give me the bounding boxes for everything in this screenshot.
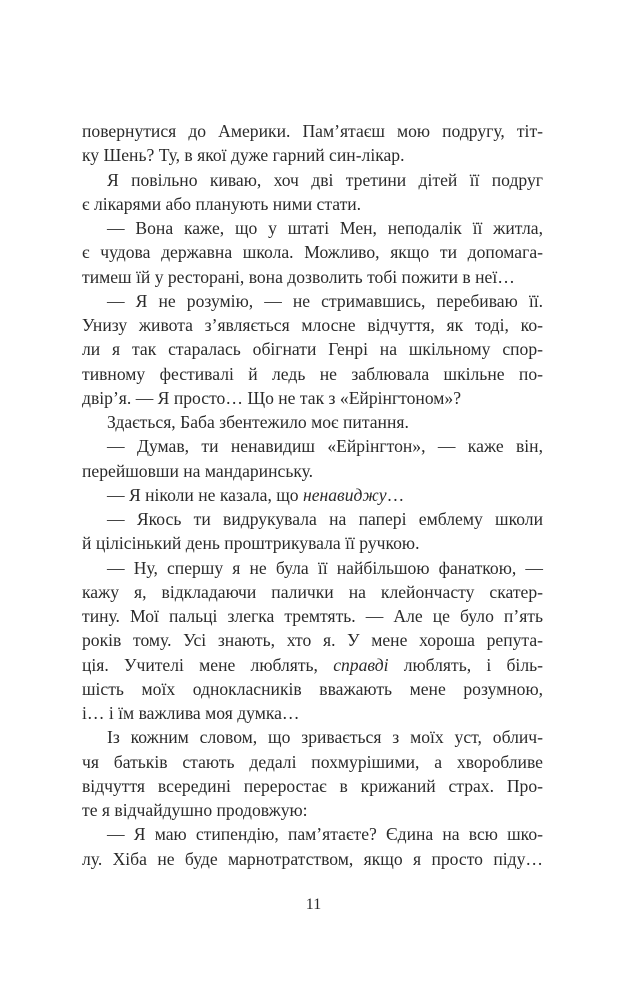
text-line [82, 556, 543, 580]
text-segment: кажу я, відкладаючи палички на клейончасту скатер- [82, 581, 543, 602]
text-segment: і… і їм важлива моя думка… [82, 703, 300, 723]
text-line [82, 628, 543, 652]
text-segment: Здається, Баба збентежило моє питання. [107, 412, 409, 432]
text-segment: — Думав, ти ненавидиш «Ейрінгтон», — каже він, [107, 436, 543, 457]
text-segment: — Я маю стипендію, пам’ятаєте? Єдина на всю шко- [107, 824, 543, 845]
text-line [82, 434, 543, 458]
text-line [82, 313, 543, 337]
text-line [82, 750, 543, 774]
text-line [82, 701, 543, 725]
text-line [82, 337, 543, 361]
text-segment: — Я ніколи не казала, що [107, 484, 303, 505]
text-segment: ку Шень? Ту, в якої дуже гарний син-лікар. [82, 145, 405, 166]
text-segment: тину. Мої пальці злегка тремтять. — Але це було п’ять [82, 606, 543, 626]
text-segment: Унизу живота з’являється млосне відчуття, як тоді, ко- [82, 315, 543, 335]
text-segment: й цілісінький день проштрикувала її ручкою. [82, 533, 420, 554]
text-line [82, 774, 543, 798]
text-segment: шість моїх однокласників вважають мене розумною, [82, 678, 543, 699]
text-line [82, 265, 543, 289]
text-segment: — Ну, спершу я не була її найбільшою фанаткою, — [107, 557, 543, 578]
text-segment: двір’я. — Я просто… Що не так з «Ейрінгтоном»? [82, 387, 462, 408]
text-segment: те я відчайдушно продовжую: [82, 800, 308, 820]
text-line [82, 677, 543, 701]
text-line [82, 143, 543, 167]
text-line [82, 362, 543, 386]
text-line [82, 386, 543, 410]
text-segment: ли я так старалась обігнати Генрі на шкільному спор- [82, 339, 543, 360]
text-line [82, 168, 543, 192]
text-segment: відчуття всередині переростає в крижаний страх. Про- [82, 775, 543, 796]
text-line [82, 822, 543, 846]
text-line [82, 580, 543, 604]
text-segment: Я повільно киваю, хоч дві третини дітей її подруг [107, 169, 543, 190]
text-segment: ція. Учителі мене люблять, [82, 654, 334, 675]
text-segment: тимеш їй у ресторані, вона дозволить тобі пожити в неї… [82, 266, 515, 287]
italic-emphasis: ненавиджу [303, 484, 387, 505]
text-line [82, 798, 543, 822]
text-line [82, 410, 543, 434]
text-segment: є чудова державна школа. Можливо, якщо ти допомага- [82, 242, 543, 263]
text-segment: тивному фестивалі й ледь не заблювала шкільне по- [82, 363, 543, 384]
text-segment: — Вона каже, що у штаті Мен, неподалік її житла, [107, 218, 543, 238]
text-segment: чя батьків стають дедалі похмурішими, а хворобливе [82, 751, 543, 772]
text-segment: люблять, і біль- [388, 654, 543, 675]
text-line [82, 216, 543, 240]
italic-emphasis: справді [333, 654, 389, 675]
text-line [82, 725, 543, 749]
text-line [82, 192, 543, 216]
text-segment: повернутися до Америки. Пам’ятаєш мою подругу, тіт- [82, 121, 543, 141]
text-line [82, 507, 543, 531]
page-number: 11 [305, 896, 322, 913]
text-segment: років тому. Усі знають, хто я. У мене хороша репута- [82, 630, 543, 651]
text-line [82, 289, 543, 313]
text-segment: — Я не розумію, — не стримавшись, перебиваю її. [107, 290, 543, 311]
text-segment: лу. Хіба не буде марнотратством, якщо я просто піду… [82, 848, 543, 869]
text-line [82, 847, 543, 871]
text-line [82, 483, 543, 507]
text-segment: … [386, 484, 405, 505]
text-line [82, 240, 543, 264]
text-line [82, 604, 543, 628]
text-segment: — Якось ти видрукувала на папері емблему школи [107, 509, 543, 529]
text-line [82, 531, 543, 555]
text-segment: Із кожним словом, що зривається з моїх уст, облич- [107, 727, 543, 748]
text-line [82, 653, 543, 677]
text-line [82, 459, 543, 483]
page-body-text [82, 119, 543, 871]
text-line [82, 119, 543, 143]
text-segment: є лікарями або планують ними стати. [82, 193, 362, 214]
text-segment: перейшовши на мандаринську. [82, 460, 314, 481]
